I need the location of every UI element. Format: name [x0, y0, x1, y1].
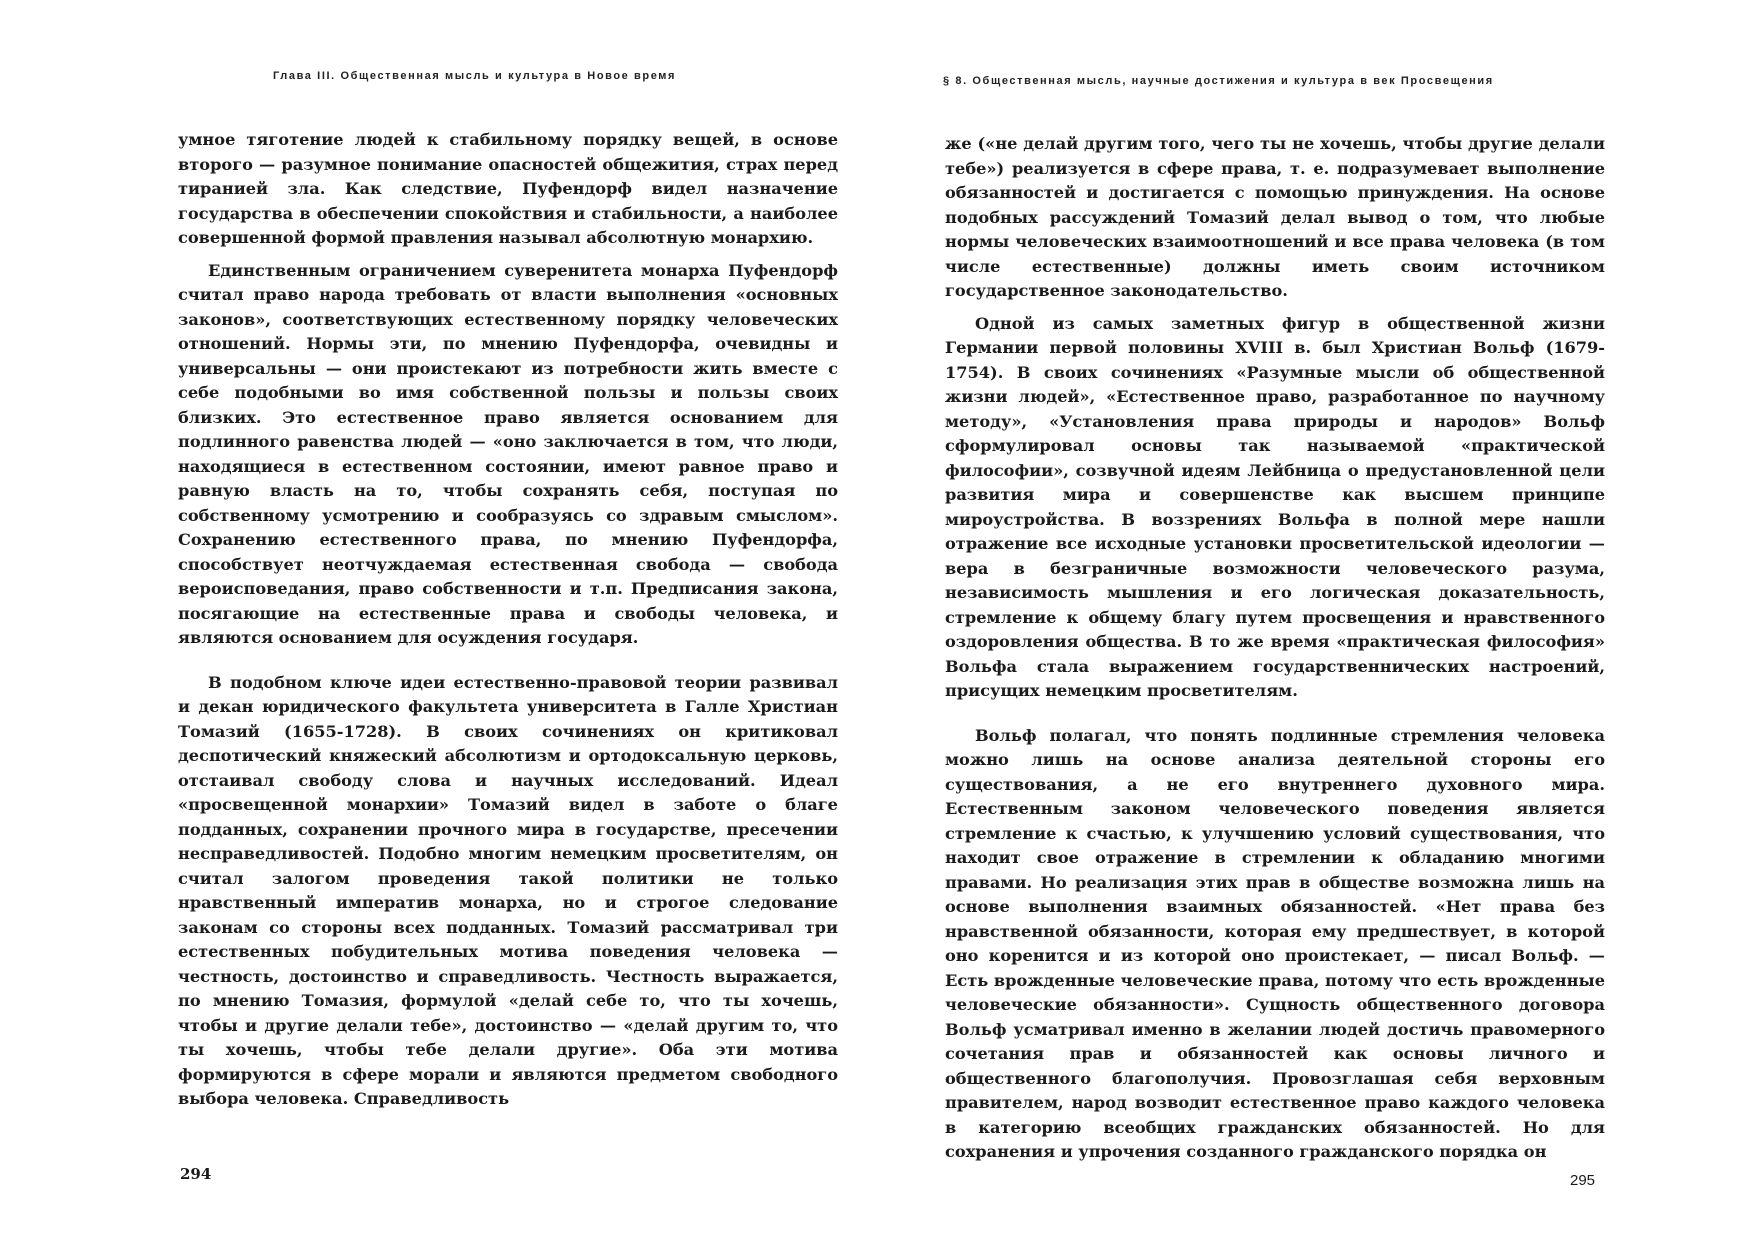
paragraph: Единственным ограничением суверенитета монарха Пуфендорф считал право народа требовать от власти выполнения «основных законов», соответствующих естественному порядку человеческих отношений. Нормы эти, по мнению Пуфендорфа, очевидны и универсальны — они проистекают из потребности жить вместе с себе подобными во имя собственной пользы и пользы своих близких. Это естественное право является основанием для подлинного равенства людей — «оно заключается в том, что люди, находящиеся в естественном состоянии, имеют равное право и равную власть на то, чтобы сохранять себя, поступая по собственному усмотрению и сообразуясь со здравым смыслом». Сохранению естественного права, по мнению Пуфендорфа, способствует неотчуждаемая естественная свобода — свобода вероисповедания, право собственности и т.п. Предписания закона, посягающие на естественные права и свободы человека, и являются основанием для осуждения государя. [178, 260, 838, 647]
running-head: § 8. Общественная мысль, научные достижения и культура в век Просвещения [943, 75, 1494, 87]
page-number: 295 [1570, 1172, 1596, 1189]
paragraph: же («не делай другим того, чего ты не хочешь, чтобы другие делали тебе») реализуется в сфере права, т. е. подразумевает выполнение обязанностей и достигается с помощью принуждения. На основе подобных рассуждений Томазий делал вывод о том, что любые нормы человеческих взаимоотношений и все права человека (в том числе естественные) должны иметь своим источником государственное законодательство. [945, 134, 1605, 300]
running-head: Глава III. Общественная мысль и культура в Новое время [273, 70, 677, 82]
paragraph: Вольф полагал, что понять подлинные стремления человека можно лишь на основе анализа деятельной стороны его существования, а не его внутреннего духовного мира. Естественным законом человеческого поведения является стремление к счастью, к улучшению условий существования, что находит свое отражение в стремлении к обладанию многими правами. Но реализация этих прав в обществе возможна лишь на основе выполнения взаимных обязанностей. «Нет права без нравственной обязанности, которая ему предшествует, в которой оно коренится и из которой оно проистекает, — писал Вольф. — Есть врожденные человеческие права, потому что есть врожденные человеческие обязанности». Сущность общественного договора Вольф усматривал именно в желании людей достичь правомерного сочетания прав и обязанностей как основы личного и общественного благополучия. Провозглашая себя верховным правителем, народ возводит естественное право каждого человека в категорию всеобщих гражданских обязанностей. Но для сохранения и упрочения созданного гражданского порядка он [945, 725, 1605, 1161]
body-text [945, 132, 1605, 1165]
page-number: 294 [180, 1165, 212, 1183]
paragraph: В подобном ключе идеи естественно-правовой теории развивал и декан юридического факультета университета в Галле Христиан Томазий (1655-1728). В своих сочинениях он критиковал деспотический княжеский абсолютизм и ортодоксальную церковь, отстаивал свободу слова и научных исследований. Идеал «просвещенной монархии» Томазий видел в заботе о благе подданных, сохранении прочного мира в государстве, пресечении несправедливостей. Подобно многим немецким просветителям, он считал залогом проведения такой политики не только нравственный императив монарха, но и строгое следование законам со стороны всех подданных. Томазий рассматривал три естественных побудительных мотива поведения человека — честность, достоинство и справедливость. Честность выражается, по мнению Томазия, формулой «делай себе то, что ты хочешь, чтобы и другие делали тебе», достоинство — «делай другим то, что ты хочешь, чтобы тебе делали другие». Оба эти мотива формируются в сфере морали и являются предметом свободного выбора человека. Справедливость [178, 672, 838, 1108]
body-text [178, 128, 838, 1112]
paragraph: Одной из самых заметных фигур в общественной жизни Германии первой половины XVIII в. был Христиан Вольф (1679-1754). В своих сочинениях «Разумные мысли об общественной жизни людей», «Естественное право, разработанное по научному методу», «Установления права природы и народов» Вольф сформулировал основы так называемой «практической философии», созвучной идеям Лейбница о предустановленной цели развития мира и совершенстве как высшем принципе мироустройства. В воззрениях Вольфа в полной мере нашли отражение все исходные установки просветительской идеологии — вера в безграничные возможности человеческого разума, независимость мышления и его логическая доказательность, стремление к общему благу путем просвещения и нравственного оздоровления общества. В то же время «практическая философия» Вольфа стала выражением государственнических настроений, присущих немецким просветителям. [945, 313, 1605, 700]
right-page [877, 0, 1754, 1239]
paragraph: умное тяготение людей к стабильному порядку вещей, в основе второго — разумное понимание опасностей общежития, страх перед тиранией зла. Как следствие, Пуфендорф видел назначение государства в обеспечении спокойствия и стабильности, а наиболее совершенной формой правления называл абсолютную монархию. [178, 130, 838, 247]
